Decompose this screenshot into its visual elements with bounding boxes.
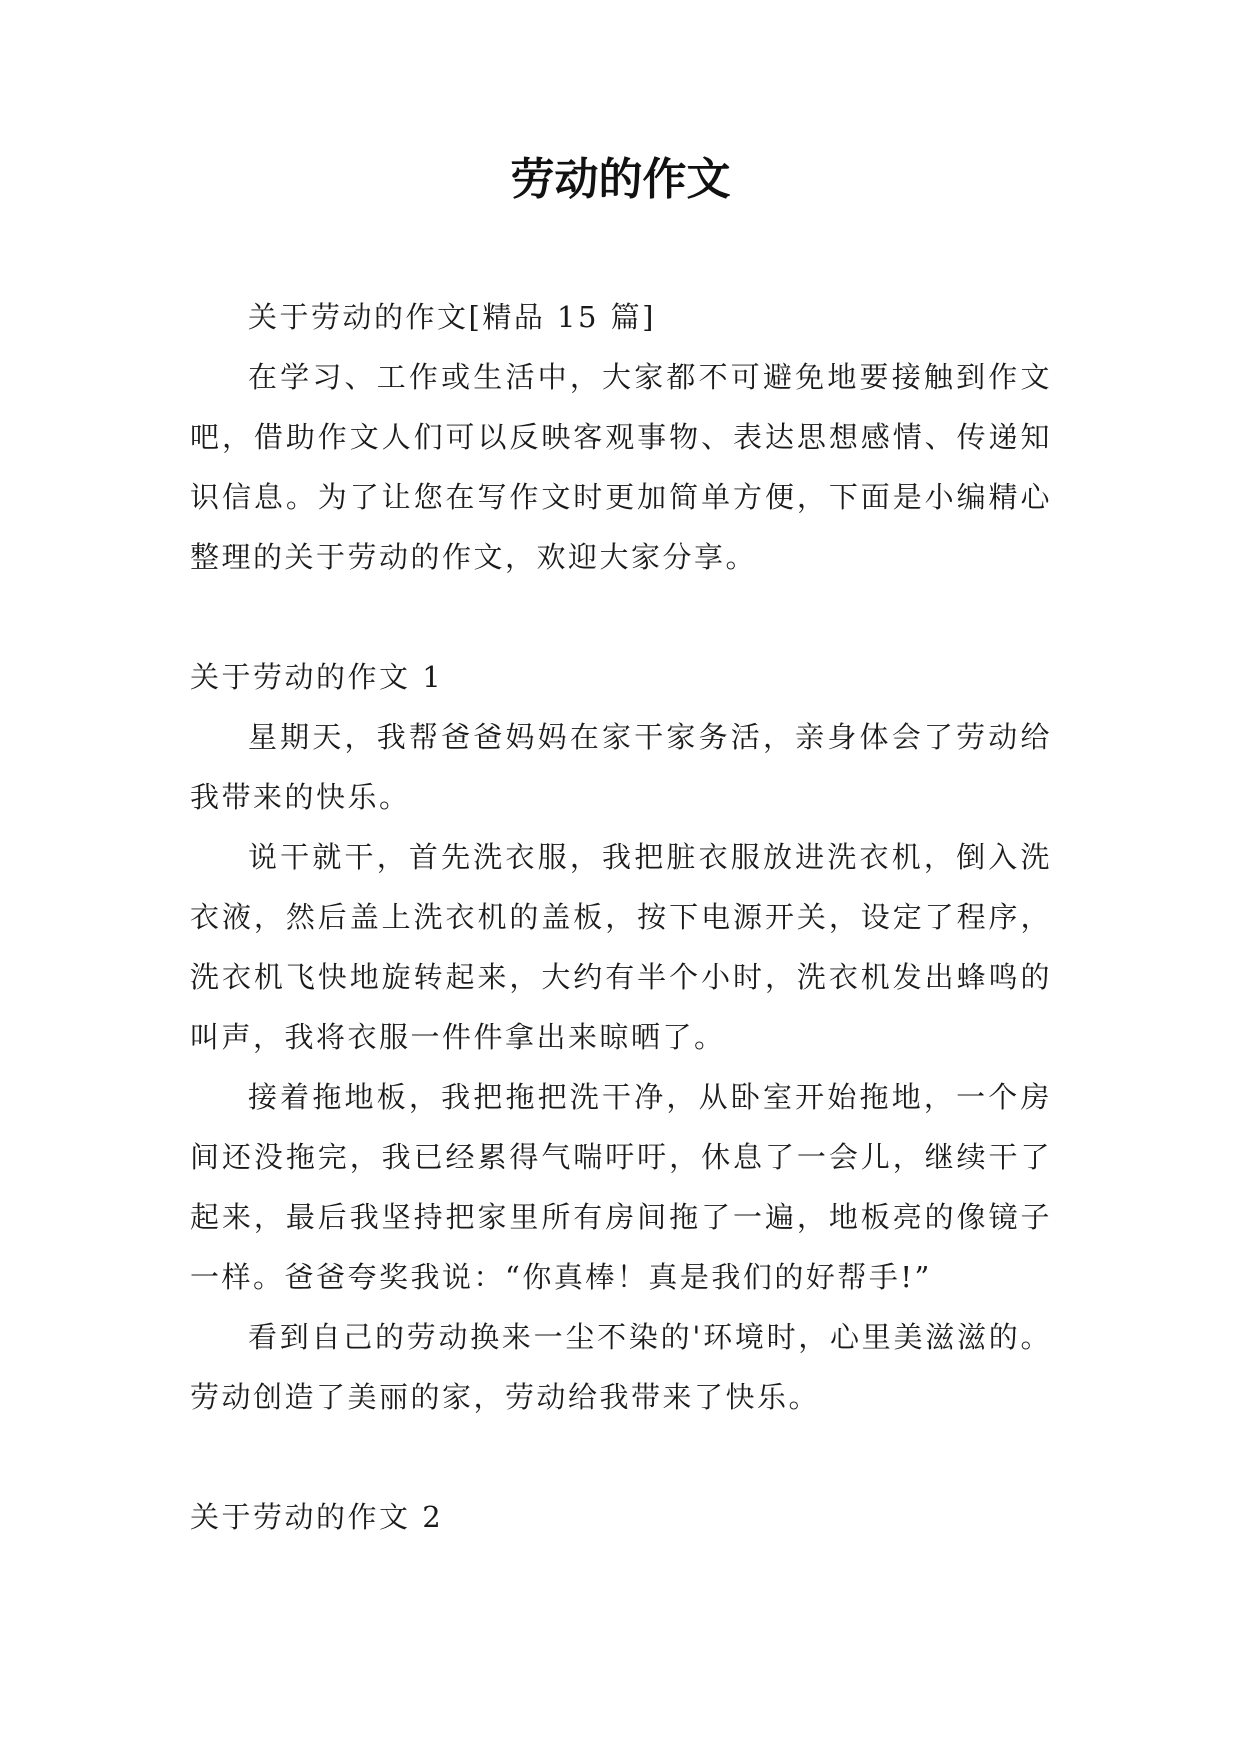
essay-1-paragraph-2: 说干就干，首先洗衣服，我把脏衣服放进洗衣机，倒入洗衣液，然后盖上洗衣机的盖板，按下电源开关，设定了程序，洗衣机飞快地旋转起来，大约有半个小时，洗衣机发出蜂鸣的叫声，我将衣服一件件拿出来晾晒了。	[190, 840, 1052, 1054]
essay-1-paragraph-4: 看到自己的劳动换来一尘不染的'环境时，心里美滋滋的。劳动创造了美丽的家，劳动给我带来了快乐。	[190, 1320, 1052, 1414]
essay-heading-1: 关于劳动的作文 1	[190, 660, 444, 694]
document-subtitle: 关于劳动的作文[精品 15 篇]	[248, 300, 656, 334]
essay-1-paragraph-1: 星期天，我帮爸爸妈妈在家干家务活，亲身体会了劳动给我带来的快乐。	[190, 720, 1052, 814]
essay-heading-2: 关于劳动的作文 2	[190, 1500, 444, 1534]
document-title: 劳动的作文	[510, 154, 731, 205]
essay-1-paragraph-3: 接着拖地板，我把拖把洗干净，从卧室开始拖地，一个房间还没拖完，我已经累得气喘吁吁，休息了一会儿，继续干了起来，最后我坚持把家里所有房间拖了一遍，地板亮的像镜子一样。爸爸夸奖我说：“你真棒！真是我们的好帮手!”	[190, 1080, 1052, 1294]
document-body	[190, 287, 1052, 1547]
intro-paragraph: 在学习、工作或生活中，大家都不可避免地要接触到作文吧，借助作文人们可以反映客观事物、表达思想感情、传递知识信息。为了让您在写作文时更加简单方便，下面是小编精心整理的关于劳动的作文，欢迎大家分享。	[190, 360, 1052, 574]
